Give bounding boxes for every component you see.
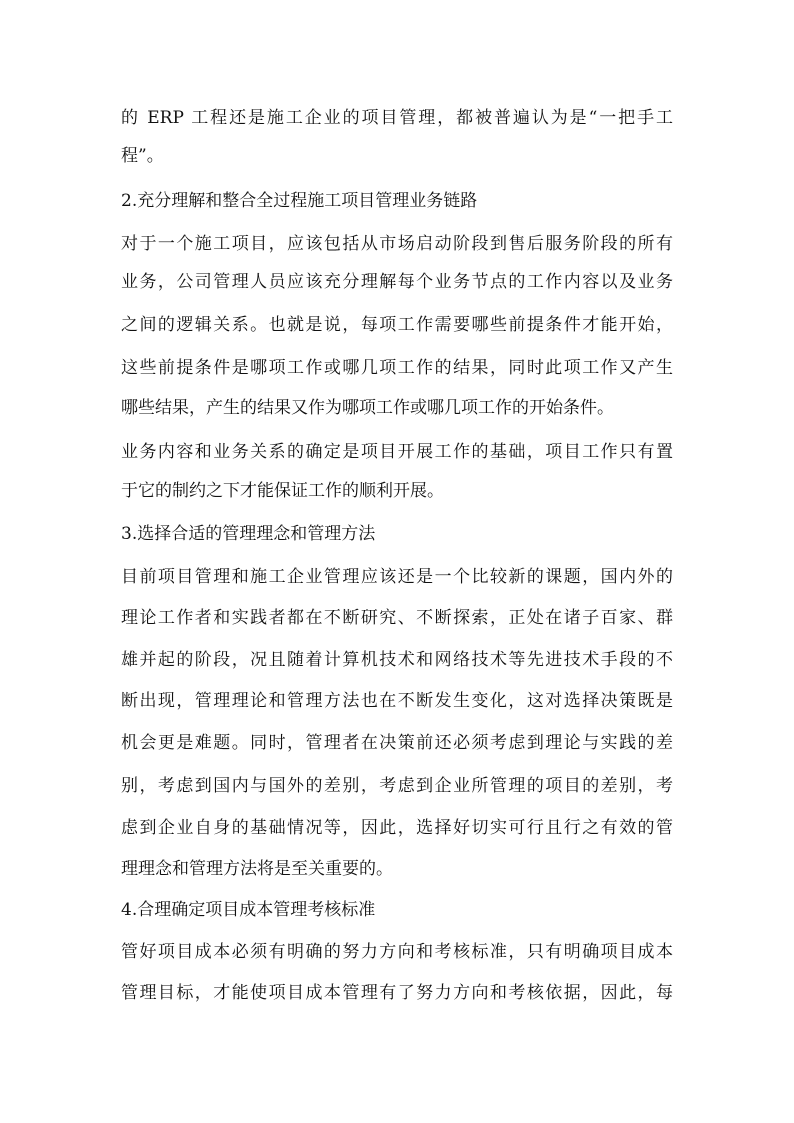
- paragraph-line: 之间的逻辑关系。也就是说，每项工作需要哪些前提条件才能开始，: [121, 315, 673, 335]
- paragraph-line: 目前项目管理和施工企业管理应该还是一个比较新的课题，国内外的: [121, 567, 673, 587]
- paragraph-line: 哪些结果，产生的结果又作为哪项工作或哪几项工作的开始条件。: [121, 398, 614, 418]
- paragraph-line: 业务内容和业务关系的确定是项目开展工作的基础，项目工作只有置: [121, 442, 673, 462]
- paragraph-line: 理理念和管理方法将是至关重要的。: [121, 859, 393, 879]
- section-heading: 2.充分理解和整合全过程施工项目管理业务链路: [121, 191, 478, 211]
- paragraph-line: 于它的制约之下才能保证工作的顺利开展。: [121, 481, 444, 501]
- paragraph-line: 机会更是难题。同时，管理者在决策前还必须考虑到理论与实践的差: [121, 733, 673, 753]
- paragraph-line: 雄并起的阶段，况且随着计算机技术和网络技术等先进技术手段的不: [121, 650, 673, 670]
- paragraph-line: 理论工作者和实践者都在不断研究、不断探索，正处在诸子百家、群: [121, 608, 673, 628]
- section-heading: 4.合理确定项目成本管理考核标准: [121, 900, 376, 920]
- paragraph-line: 业务，公司管理人员应该充分理解每个业务节点的工作内容以及业务: [121, 272, 673, 292]
- paragraph-line: 程”。: [121, 146, 164, 166]
- paragraph-line: 的 ERP 工程还是施工企业的项目管理，都被普遍认为是“一把手工: [121, 108, 673, 128]
- paragraph-line: 管好项目成本必须有明确的努力方向和考核标准，只有明确项目成本: [121, 942, 673, 962]
- paragraph-line: 别，考虑到国内与国外的差别，考虑到企业所管理的项目的差别，考: [121, 776, 673, 796]
- paragraph-line: 对于一个施工项目，应该包括从市场启动阶段到售后服务阶段的所有: [121, 234, 673, 254]
- paragraph-line: 断出现，管理理论和管理方法也在不断发生变化，这对选择决策既是: [121, 691, 673, 711]
- paragraph-line: 管理目标，才能使项目成本管理有了努力方向和考核依据，因此，每: [121, 983, 673, 1003]
- paragraph-line: 虑到企业自身的基础情况等，因此，选择好切实可行且行之有效的管: [121, 818, 673, 838]
- section-heading: 3.选择合适的管理理念和管理方法: [121, 524, 376, 544]
- paragraph-line: 这些前提条件是哪项工作或哪几项工作的结果，同时此项工作又产生: [121, 358, 673, 378]
